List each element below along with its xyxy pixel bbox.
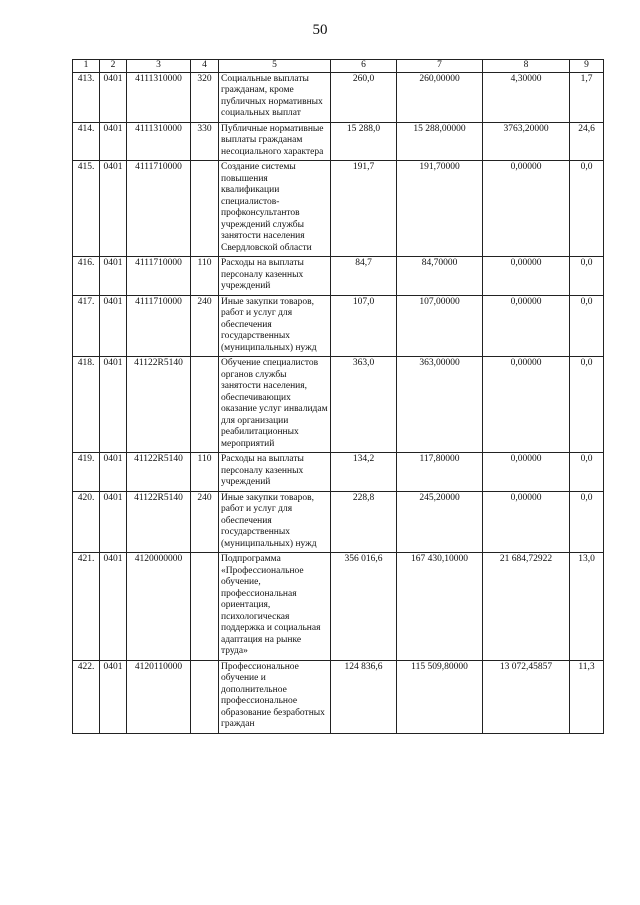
item-name-cell: Обучение специалистов органов службы занятости населения, обеспечивающих оказание услуг инвалидам для организации реабилитационных мероприятий xyxy=(219,357,331,453)
executed-amount-cell: 0,00000 xyxy=(483,453,570,492)
row-number-cell: 421. xyxy=(73,553,100,661)
target-code-cell: 4120110000 xyxy=(127,660,191,733)
table-row xyxy=(73,357,604,453)
section-code-cell: 0401 xyxy=(100,295,127,357)
column-header: 3 xyxy=(127,60,191,73)
percent-cell: 0,0 xyxy=(570,357,604,453)
expense-type-cell xyxy=(191,357,219,453)
row-number-cell: 419. xyxy=(73,453,100,492)
column-header: 4 xyxy=(191,60,219,73)
expense-type-cell: 240 xyxy=(191,491,219,553)
target-code-cell: 4111710000 xyxy=(127,257,191,296)
section-code-cell: 0401 xyxy=(100,553,127,661)
section-code-cell: 0401 xyxy=(100,161,127,257)
target-code-cell: 41122R5140 xyxy=(127,453,191,492)
target-code-cell: 4111310000 xyxy=(127,72,191,122)
row-number-cell: 422. xyxy=(73,660,100,733)
table-row xyxy=(73,491,604,553)
column-header: 1 xyxy=(73,60,100,73)
table-row xyxy=(73,122,604,161)
table-row xyxy=(73,660,604,733)
column-header: 2 xyxy=(100,60,127,73)
item-name-cell: Иные закупки товаров, работ и услуг для обеспечения государственных (муниципальных) нужд xyxy=(219,491,331,553)
executed-amount-cell: 3763,20000 xyxy=(483,122,570,161)
plan-amount-cell: 15 288,0 xyxy=(331,122,397,161)
allocated-amount-cell: 107,00000 xyxy=(397,295,483,357)
expense-type-cell: 110 xyxy=(191,453,219,492)
percent-cell: 0,0 xyxy=(570,295,604,357)
item-name-cell: Расходы на выплаты персоналу казенных учреждений xyxy=(219,257,331,296)
allocated-amount-cell: 15 288,00000 xyxy=(397,122,483,161)
plan-amount-cell: 191,7 xyxy=(331,161,397,257)
item-name-cell: Профессиональное обучение и дополнительное профессиональное образование безработных граждан xyxy=(219,660,331,733)
executed-amount-cell: 4,30000 xyxy=(483,72,570,122)
percent-cell: 0,0 xyxy=(570,161,604,257)
executed-amount-cell: 0,00000 xyxy=(483,295,570,357)
expense-type-cell: 110 xyxy=(191,257,219,296)
executed-amount-cell: 0,00000 xyxy=(483,257,570,296)
column-header: 8 xyxy=(483,60,570,73)
section-code-cell: 0401 xyxy=(100,660,127,733)
column-header: 9 xyxy=(570,60,604,73)
expense-type-cell xyxy=(191,660,219,733)
section-code-cell: 0401 xyxy=(100,72,127,122)
target-code-cell: 41122R5140 xyxy=(127,491,191,553)
plan-amount-cell: 228,8 xyxy=(331,491,397,553)
plan-amount-cell: 107,0 xyxy=(331,295,397,357)
percent-cell: 0,0 xyxy=(570,491,604,553)
row-number-cell: 413. xyxy=(73,72,100,122)
row-number-cell: 420. xyxy=(73,491,100,553)
item-name-cell: Иные закупки товаров, работ и услуг для обеспечения государственных (муниципальных) нужд xyxy=(219,295,331,357)
target-code-cell: 4111310000 xyxy=(127,122,191,161)
target-code-cell: 41122R5140 xyxy=(127,357,191,453)
item-name-cell: Социальные выплаты гражданам, кроме публичных нормативных социальных выплат xyxy=(219,72,331,122)
section-code-cell: 0401 xyxy=(100,357,127,453)
section-code-cell: 0401 xyxy=(100,122,127,161)
allocated-amount-cell: 84,70000 xyxy=(397,257,483,296)
plan-amount-cell: 356 016,6 xyxy=(331,553,397,661)
item-name-cell: Создание системы повышения квалификации специалистов-профконсультантов учреждений службы занятости населения Свердловской области xyxy=(219,161,331,257)
header-row xyxy=(73,60,604,73)
row-number-cell: 414. xyxy=(73,122,100,161)
expense-type-cell xyxy=(191,553,219,661)
executed-amount-cell: 0,00000 xyxy=(483,357,570,453)
row-number-cell: 415. xyxy=(73,161,100,257)
allocated-amount-cell: 191,70000 xyxy=(397,161,483,257)
column-header: 5 xyxy=(219,60,331,73)
target-code-cell: 4111710000 xyxy=(127,161,191,257)
allocated-amount-cell: 115 509,80000 xyxy=(397,660,483,733)
executed-amount-cell: 13 072,45857 xyxy=(483,660,570,733)
allocated-amount-cell: 167 430,10000 xyxy=(397,553,483,661)
row-number-cell: 418. xyxy=(73,357,100,453)
table-row xyxy=(73,257,604,296)
budget-table xyxy=(72,59,604,734)
row-number-cell: 416. xyxy=(73,257,100,296)
section-code-cell: 0401 xyxy=(100,257,127,296)
table-row xyxy=(73,72,604,122)
percent-cell: 0,0 xyxy=(570,453,604,492)
table-row xyxy=(73,295,604,357)
expense-type-cell: 240 xyxy=(191,295,219,357)
percent-cell: 11,3 xyxy=(570,660,604,733)
executed-amount-cell: 0,00000 xyxy=(483,491,570,553)
allocated-amount-cell: 117,80000 xyxy=(397,453,483,492)
executed-amount-cell: 21 684,72922 xyxy=(483,553,570,661)
page-number: 50 xyxy=(312,22,328,38)
expense-type-cell xyxy=(191,161,219,257)
column-header: 7 xyxy=(397,60,483,73)
target-code-cell: 4120000000 xyxy=(127,553,191,661)
allocated-amount-cell: 245,20000 xyxy=(397,491,483,553)
expense-type-cell: 320 xyxy=(191,72,219,122)
column-header: 6 xyxy=(331,60,397,73)
expense-type-cell: 330 xyxy=(191,122,219,161)
item-name-cell: Расходы на выплаты персоналу казенных учреждений xyxy=(219,453,331,492)
allocated-amount-cell: 363,00000 xyxy=(397,357,483,453)
allocated-amount-cell: 260,00000 xyxy=(397,72,483,122)
percent-cell: 24,6 xyxy=(570,122,604,161)
executed-amount-cell: 0,00000 xyxy=(483,161,570,257)
plan-amount-cell: 134,2 xyxy=(331,453,397,492)
row-number-cell: 417. xyxy=(73,295,100,357)
plan-amount-cell: 84,7 xyxy=(331,257,397,296)
section-code-cell: 0401 xyxy=(100,453,127,492)
target-code-cell: 4111710000 xyxy=(127,295,191,357)
table-row xyxy=(73,553,604,661)
item-name-cell: Публичные нормативные выплаты гражданам несоциального характера xyxy=(219,122,331,161)
item-name-cell: Подпрограмма «Профессиональное обучение, профессиональная ориентация, психологическая поддержка и социальная адаптация на рынке труда» xyxy=(219,553,331,661)
plan-amount-cell: 363,0 xyxy=(331,357,397,453)
section-code-cell: 0401 xyxy=(100,491,127,553)
table-row xyxy=(73,453,604,492)
table-row xyxy=(73,161,604,257)
plan-amount-cell: 124 836,6 xyxy=(331,660,397,733)
percent-cell: 13,0 xyxy=(570,553,604,661)
percent-cell: 0,0 xyxy=(570,257,604,296)
plan-amount-cell: 260,0 xyxy=(331,72,397,122)
percent-cell: 1,7 xyxy=(570,72,604,122)
